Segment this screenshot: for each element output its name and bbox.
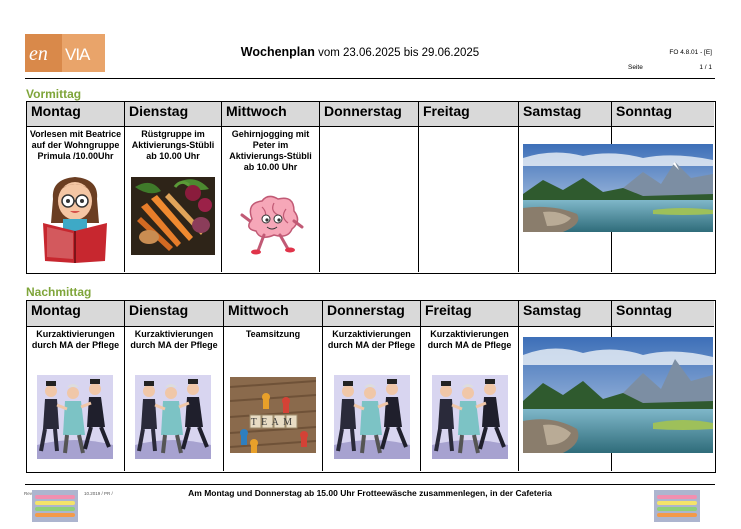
- chalk-sticks-image: [32, 490, 78, 522]
- section-label-morning: Vormittag: [26, 87, 82, 101]
- morning-header-montag: Montag: [27, 102, 125, 127]
- page-label: Seite: [628, 64, 643, 71]
- plan-title: [180, 45, 540, 59]
- chalk-sticks-image: [654, 490, 700, 522]
- dancing-people-illustration: [432, 375, 508, 459]
- morning-header-dienstag: Dienstag: [125, 102, 222, 127]
- afternoon-entry-freitag: Kurzaktivierungen durch MA de Pflege: [427, 329, 512, 350]
- afternoon-cell-donnerstag: [323, 327, 421, 471]
- morning-entry-dienstag: Rüstgruppe im Aktivierungs-Stübli ab 10.00 Uhr: [131, 129, 215, 161]
- afternoon-cell-mittwoch: [224, 327, 323, 471]
- footer-note: Am Montag und Donnerstag ab 15.00 Uhr Frotteewäsche zusammenlegen, in der Cafeteria: [188, 488, 552, 498]
- page-number: 1 / 1: [699, 64, 712, 71]
- morning-cell-montag: [27, 127, 125, 272]
- morning-header-freitag: Freitag: [419, 102, 519, 127]
- reading-girl-illustration: [37, 171, 113, 263]
- dancing-people-illustration: [135, 375, 211, 459]
- morning-table: [26, 101, 716, 274]
- title-main: Wochenplan: [240, 45, 315, 59]
- afternoon-entry-donnerstag: Kurzaktivierungen durch MA der Pflege: [327, 329, 416, 350]
- document-id: FO 4.8.01 - [E]: [669, 49, 712, 56]
- afternoon-cell-dienstag: [125, 327, 224, 471]
- vegetables-photo: [131, 177, 215, 255]
- morning-entry-montag: Vorlesen mit Beatrice auf der Wohngruppe Primula /10.00Uhr: [29, 129, 122, 161]
- afternoon-header-dienstag: Dienstag: [125, 301, 224, 327]
- footer-revision-date: 10.2019 / PR /: [84, 491, 113, 496]
- morning-header-donnerstag: Donnerstag: [320, 102, 419, 127]
- title-date-range: vom 23.06.2025 bis 29.06.2025: [318, 47, 480, 59]
- team-blocks-photo: [230, 377, 316, 453]
- afternoon-entry-mittwoch: Teamsitzung: [245, 329, 301, 339]
- footer-divider: [25, 484, 715, 485]
- afternoon-table: [26, 300, 716, 473]
- afternoon-header-mittwoch: Mittwoch: [224, 301, 323, 327]
- footer-revision-label: Rev: [24, 491, 33, 496]
- envia-logo: [25, 34, 105, 72]
- afternoon-header-sonntag: Sonntag: [612, 301, 714, 327]
- mountain-lake-photo: [523, 144, 713, 232]
- afternoon-entry-montag: Kurzaktivierungen durch MA der Pflege: [31, 329, 120, 350]
- morning-header-mittwoch: Mittwoch: [222, 102, 320, 127]
- svg-text:en: en: [29, 43, 48, 65]
- morning-cell-mittwoch: [222, 127, 320, 272]
- mountain-lake-photo: [523, 337, 713, 453]
- afternoon-header-montag: Montag: [27, 301, 125, 327]
- morning-header-sonntag: Sonntag: [612, 102, 714, 127]
- morning-cell-donnerstag: [320, 127, 419, 272]
- team-word: TEAM: [250, 417, 297, 428]
- section-label-afternoon: Nachmittag: [26, 285, 92, 299]
- dancing-people-illustration: [37, 375, 113, 459]
- svg-text:VIA: VIA: [65, 45, 90, 64]
- header-divider: [25, 78, 715, 79]
- morning-entry-mittwoch: Gehirnjogging mit Peter im Aktivierungs-Stübli ab 10.00 Uhr: [229, 129, 312, 172]
- afternoon-header-donnerstag: Donnerstag: [323, 301, 421, 327]
- brain-jogging-illustration: [240, 193, 304, 255]
- afternoon-cell-freitag: [421, 327, 519, 471]
- afternoon-header-freitag: Freitag: [421, 301, 519, 327]
- afternoon-cell-montag: [27, 327, 125, 471]
- morning-cell-freitag: [419, 127, 519, 272]
- morning-header-samstag: Samstag: [519, 102, 612, 127]
- afternoon-entry-dienstag: Kurzaktivierungen durch MA der Pflege: [130, 329, 218, 350]
- morning-cell-dienstag: [125, 127, 222, 272]
- dancing-people-illustration: [334, 375, 410, 459]
- afternoon-header-samstag: Samstag: [519, 301, 612, 327]
